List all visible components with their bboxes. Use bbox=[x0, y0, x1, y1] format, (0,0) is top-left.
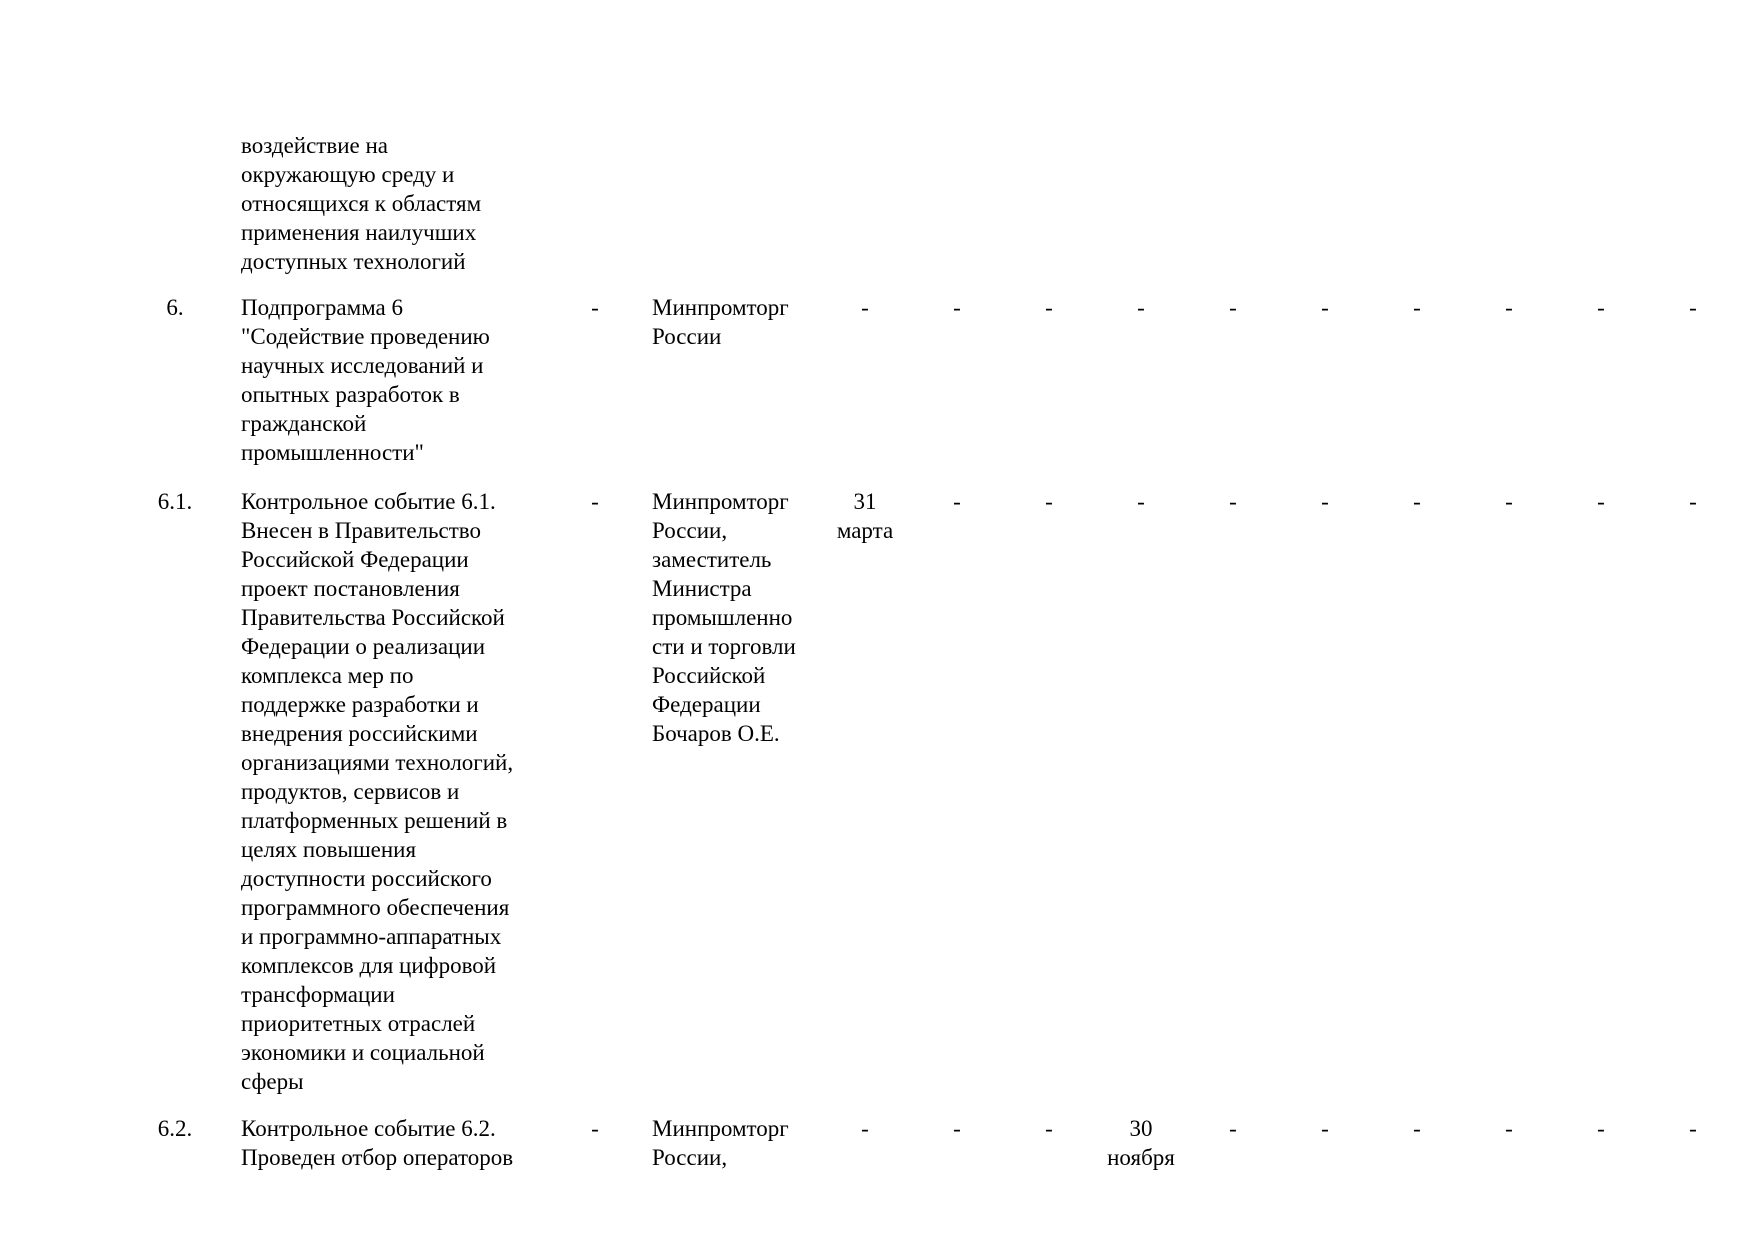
quarter-cell: - bbox=[861, 1116, 869, 1141]
mark-cell: - bbox=[591, 1116, 599, 1141]
row-number-cell: 6.2. bbox=[157, 1116, 193, 1141]
quarter-cell: - bbox=[1321, 1116, 1329, 1141]
mark-cell: - bbox=[591, 489, 599, 514]
quarter-cell: - bbox=[1045, 489, 1053, 514]
row-number-cell: 6. bbox=[166, 295, 184, 320]
quarter-cell: - bbox=[1321, 489, 1329, 514]
quarter-cell: - bbox=[953, 1116, 961, 1141]
quarter-cell: - bbox=[861, 295, 869, 320]
quarter-cell: - bbox=[1505, 1116, 1513, 1141]
event-name-cell: Контрольное событие 6.2. Проведен отбор операторов bbox=[241, 1116, 514, 1170]
quarter-cell: - bbox=[1229, 295, 1237, 320]
quarter-cell: - bbox=[1689, 489, 1697, 514]
mark-cell: - bbox=[591, 295, 599, 320]
quarter-cell: - bbox=[1689, 295, 1697, 320]
event-name-cell: Подпрограмма 6 "Содействие проведению научных исследований и опытных разработок в гражданской промышленности" bbox=[241, 295, 490, 465]
event-name-cell: Контрольное событие 6.1. Внесен в Правительство Российской Федерации проект постановления Правительства Российской Федерации о реализации комплекса мер по поддержке разработки и внедрения российскими организациями технологий, продуктов, сервисов и платформенных решений в целях повышения доступности российского программного обеспечения и программно-аппаратных комплексов для цифровой трансформации приоритетных отраслей экономики и социальной сферы bbox=[241, 489, 514, 1094]
quarter-cell: - bbox=[1413, 295, 1421, 320]
responsible-cell: Минпромторг России, bbox=[652, 1116, 789, 1170]
quarter-cell: - bbox=[1597, 489, 1605, 514]
quarter-cell: - bbox=[1413, 489, 1421, 514]
responsible-cell: Минпромторг России, заместитель Министра промышленно сти и торговли Российской Федерации Бочаров О.Е. bbox=[652, 489, 796, 746]
row-number-cell: 6.1. bbox=[157, 489, 193, 514]
quarter-cell: - bbox=[1137, 489, 1145, 514]
quarter-cell: - bbox=[953, 489, 961, 514]
quarter-cell: - bbox=[1597, 295, 1605, 320]
quarter-cell: 30 ноября bbox=[1107, 1116, 1175, 1170]
quarter-cell: - bbox=[1045, 1116, 1053, 1141]
quarter-cell: - bbox=[1413, 1116, 1421, 1141]
quarter-cell: - bbox=[1137, 295, 1145, 320]
quarter-cell: - bbox=[1597, 1116, 1605, 1141]
quarter-cell: - bbox=[953, 295, 961, 320]
quarter-cell: - bbox=[1045, 295, 1053, 320]
quarter-cell: - bbox=[1505, 295, 1513, 320]
quarter-cell: - bbox=[1321, 295, 1329, 320]
quarter-cell: - bbox=[1229, 1116, 1237, 1141]
quarter-cell: - bbox=[1505, 489, 1513, 514]
quarter-cell: - bbox=[1229, 489, 1237, 514]
quarter-cell: - bbox=[1689, 1116, 1697, 1141]
responsible-cell: Минпромторг России bbox=[652, 295, 789, 349]
event-name-cell: воздействие на окружающую среду и относящихся к областям применения наилучших доступных технологий bbox=[241, 133, 482, 274]
quarter-cell: 31 марта bbox=[836, 489, 894, 543]
